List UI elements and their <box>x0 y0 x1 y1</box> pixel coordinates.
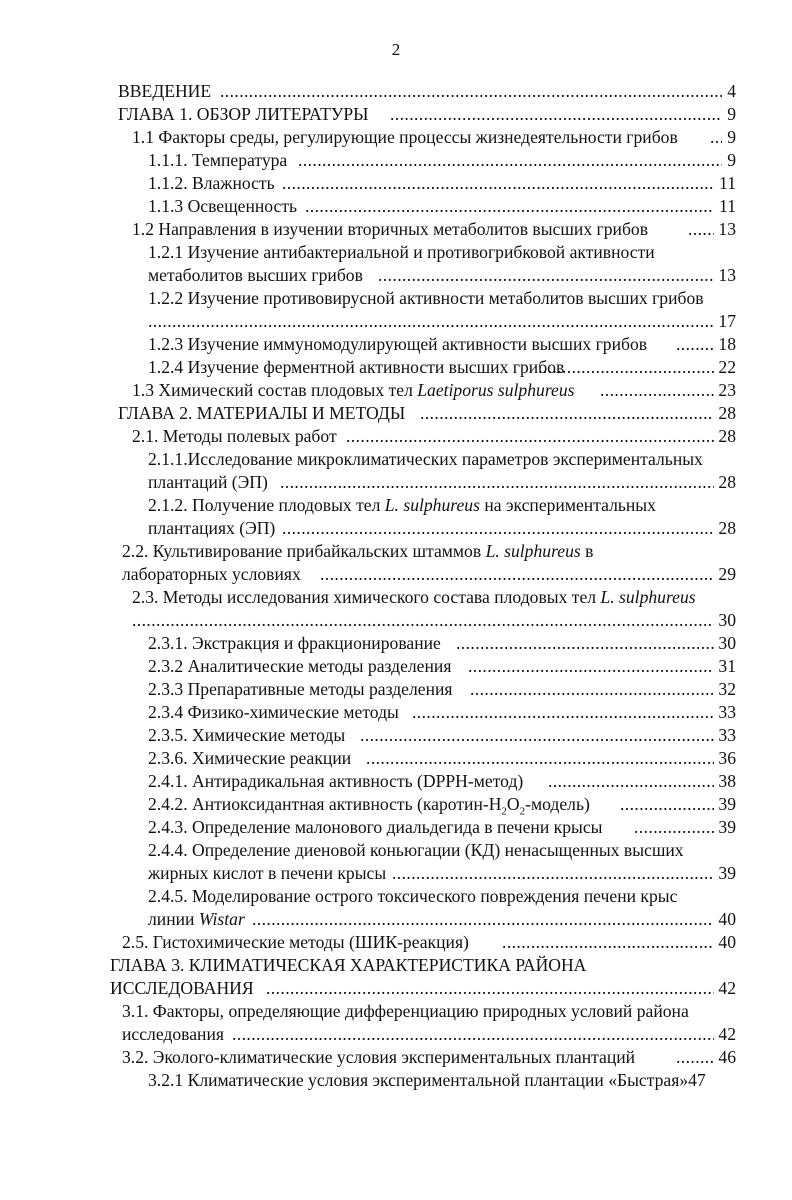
toc-entry-page: 30 <box>718 610 736 630</box>
toc-entry <box>0 1000 792 1022</box>
toc-entry-page: 9 <box>727 150 736 170</box>
toc-entry-page: 46 <box>718 1047 736 1067</box>
species-name: L. sulphureus <box>384 495 480 515</box>
subscript: 2 <box>501 805 507 818</box>
toc-leader <box>298 149 722 171</box>
toc-entry-title: 1.2 Направления в изучении вторичных метаболитов высших грибов <box>132 219 648 239</box>
toc-entry <box>0 724 792 746</box>
toc-entry-title-text: 3.2.1 Климатические условия экспериментальной плантации «Быстрая» <box>148 1070 689 1090</box>
toc-leader <box>676 333 714 355</box>
toc-entry-title: 1.1.2. Влажность <box>148 173 275 193</box>
toc-leader <box>392 862 714 884</box>
toc-entry <box>0 218 792 240</box>
toc-entry-title: ВВЕДЕНИЕ <box>118 81 212 101</box>
toc-entry-page: 28 <box>718 403 736 423</box>
toc-entry-title: 2.4.1. Антирадикальная активность (DPPH-метод) <box>148 771 524 791</box>
toc-entry-page: 38 <box>718 771 736 791</box>
toc-entry <box>0 402 792 424</box>
toc-entry <box>0 816 792 838</box>
toc-leader <box>366 747 714 769</box>
toc-leader <box>132 609 714 631</box>
toc-leader <box>502 931 714 953</box>
toc-entry-title <box>148 494 656 516</box>
toc-leader <box>282 517 714 539</box>
toc-entry-page: 39 <box>718 794 736 814</box>
species-name: Laetiporus sulphureus <box>417 380 575 400</box>
toc-entry-title: 2.4.5. Моделирование острого токсического повреждения печени крыс <box>148 886 678 906</box>
toc-entry-page: 42 <box>718 978 736 998</box>
toc-entry-page: 13 <box>718 265 736 285</box>
toc-entry-title: ГЛАВА 2. МАТЕРИАЛЫ И МЕТОДЫ <box>118 403 406 423</box>
toc-entry-title <box>132 379 574 401</box>
toc-entry-page: 33 <box>718 702 736 722</box>
species-name: L. sulphureus <box>600 587 696 607</box>
toc-entry <box>0 494 792 516</box>
toc-entry <box>0 356 792 378</box>
toc-leader <box>282 172 714 194</box>
toc-entry <box>0 701 792 723</box>
toc-entry-title-text: 2.4.2. Антиоксидантная активность (каротин-H <box>148 794 502 814</box>
toc-entry <box>0 149 792 171</box>
toc-entry-page: 9 <box>727 127 736 147</box>
toc-entry-continued <box>0 517 792 539</box>
toc-entry <box>0 770 792 792</box>
strain-name: Wistar <box>198 909 245 929</box>
toc-entry-continued <box>0 563 792 585</box>
toc-entry-continued <box>0 1023 792 1045</box>
toc-entry <box>0 172 792 194</box>
toc-leader <box>468 655 714 677</box>
toc-entry-page: 9 <box>727 104 736 124</box>
toc-leader <box>456 632 714 654</box>
subscript: 2 <box>519 805 526 818</box>
toc-leader <box>548 770 714 792</box>
toc-leader <box>620 793 714 815</box>
toc-entry <box>0 885 792 907</box>
toc-entry <box>0 747 792 769</box>
toc-entry-page: 30 <box>718 633 736 653</box>
toc-entry-title: плантаций (ЭП) <box>148 472 268 492</box>
toc-entry <box>0 287 792 309</box>
toc-entry-title: лабораторных условиях <box>122 564 301 584</box>
toc-entry-continued <box>0 471 792 493</box>
toc-leader <box>710 126 722 148</box>
toc-entry-title: 1.1.3 Освещенность <box>148 196 298 216</box>
toc-entry-title: ИССЛЕДОВАНИЯ <box>110 978 254 998</box>
toc-entry-title: 1.2.3 Изучение иммуномодулирующей активности высших грибов <box>148 334 648 354</box>
toc-entry-page: 4 <box>727 81 736 101</box>
toc-entry-page: 29 <box>718 564 736 584</box>
toc-leader <box>346 425 714 447</box>
toc-entry-page: 13 <box>718 219 736 239</box>
toc-entry-page: 11 <box>719 173 736 193</box>
toc-entry <box>0 1069 792 1091</box>
toc-entry-title: 2.5. Гистохимические методы (ШИК-реакция) <box>122 932 469 952</box>
toc-entry-title: 2.4.3. Определение малонового диальдегида в печени крысы <box>148 817 603 837</box>
toc-entry-title: 1.2.1 Изучение антибактериальной и противогрибковой активности <box>148 242 655 262</box>
toc-entry-title: 1.1 Факторы среды, регулирующие процессы жизнедеятельности грибов <box>132 127 678 147</box>
toc-entry <box>0 241 792 263</box>
toc-leader <box>634 816 714 838</box>
toc-entry-title: 2.3.5. Химические методы <box>148 725 346 745</box>
toc-entry-title: 3.1. Факторы, определяющие дифференциацию природных условий района <box>122 1001 689 1021</box>
toc-entry-title-text: 2.3. Методы исследования химического состава плодовых тел <box>132 587 601 607</box>
toc-entry-page: 11 <box>719 196 736 216</box>
toc-entry-title: 2.3.3 Препаративные методы разделения <box>148 679 453 699</box>
toc-entry <box>0 793 792 818</box>
toc-entry-title-text: на экспериментальных <box>479 495 656 515</box>
toc-entry-title: жирных кислот в печени крысы <box>148 863 387 883</box>
toc-entry-title: 1.1.1. Температура <box>148 150 288 170</box>
toc-entry <box>0 80 792 102</box>
toc-entry-page: 28 <box>718 426 736 446</box>
toc-entry-title-text: 2.2. Культивирование прибайкальских штаммов <box>122 541 486 561</box>
toc-entry-title: метаболитов высших грибов <box>148 265 363 285</box>
toc-entry-page: 36 <box>718 748 736 768</box>
toc-entry-page: 40 <box>718 932 736 952</box>
toc-entry-page: 39 <box>718 863 736 883</box>
toc-leader <box>232 1023 714 1045</box>
toc-entry-continued <box>0 264 792 286</box>
toc-entry <box>0 678 792 700</box>
toc-entry-title: плантациях (ЭП) <box>148 518 276 538</box>
toc-entry-continued <box>0 609 792 631</box>
toc-leader <box>600 379 714 401</box>
page-number: 2 <box>391 40 401 59</box>
toc-entry-title: 1.2.2 Изучение противовирусной активности метаболитов высших грибов <box>148 288 704 308</box>
toc-entry-page: 18 <box>718 334 736 354</box>
toc-entry-title <box>132 586 696 608</box>
toc-entry-page: 42 <box>718 1024 736 1044</box>
toc-leader <box>676 1046 714 1068</box>
toc-entry-page: 31 <box>718 656 736 676</box>
toc-entry <box>0 195 792 217</box>
toc-leader <box>305 195 714 217</box>
toc-entry <box>0 586 792 608</box>
toc-entry-continued <box>0 908 792 930</box>
toc-entry <box>0 540 792 562</box>
toc-entry <box>0 954 792 976</box>
toc-entry-page: 39 <box>718 817 736 837</box>
toc-entry-title-text: в <box>580 541 594 561</box>
toc-entry-title <box>148 1069 706 1091</box>
toc-leader <box>470 678 714 700</box>
toc-entry-title-text: -модель) <box>525 794 590 814</box>
toc-entry <box>0 448 792 470</box>
toc-entry-title: 2.1.1.Исследование микроклиматических параметров экспериментальных <box>148 449 703 469</box>
toc-entry-page: 47 <box>688 1070 706 1090</box>
toc-entry-title: ГЛАВА 3. КЛИМАТИЧЕСКАЯ ХАРАКТЕРИСТИКА РАЙОНА <box>110 955 587 975</box>
toc-entry <box>0 103 792 125</box>
toc-entry <box>0 425 792 447</box>
toc-entry-page: 22 <box>718 357 736 377</box>
toc-entry-title: ГЛАВА 1. ОБЗОР ЛИТЕРАТУРЫ <box>118 104 369 124</box>
toc-entry <box>0 839 792 861</box>
toc-entry <box>0 655 792 677</box>
toc-entry-page: 23 <box>718 380 736 400</box>
toc-entry-title: 2.4.4. Определение диеновой коньюгации (КД) ненасыщенных высших <box>148 840 684 860</box>
toc-entry <box>0 1046 792 1068</box>
toc-leader <box>252 908 714 930</box>
toc-entry-continued <box>0 310 792 332</box>
toc-entry-title <box>122 540 593 562</box>
toc-leader <box>390 103 722 125</box>
toc-entry-title: 1.2.4 Изучение ферментной активности высших грибов <box>148 357 565 377</box>
toc-leader <box>266 977 714 999</box>
toc-entry-title-text: 1.3 Химический состав плодовых тел <box>132 380 418 400</box>
toc-entry-title-text: O <box>506 794 520 814</box>
toc-entry-title: 2.3.1. Экстракция и фракционирование <box>148 633 441 653</box>
toc-entry <box>0 333 792 355</box>
toc-leader <box>280 471 714 493</box>
toc-leader <box>320 563 714 585</box>
toc-entry-title: 2.3.2 Аналитические методы разделения <box>148 656 452 676</box>
toc-entry <box>0 379 792 401</box>
toc-entry-continued <box>0 862 792 884</box>
toc-leader <box>378 264 714 286</box>
toc-leader <box>412 701 714 723</box>
toc-entry-page: 33 <box>718 725 736 745</box>
toc-leader <box>360 724 714 746</box>
toc-entry-title: 3.2. Эколого-климатические условия экспериментальных плантаций <box>122 1047 636 1067</box>
toc-entry-page: 28 <box>718 518 736 538</box>
toc-entry-title <box>148 908 245 930</box>
toc-leader <box>538 356 714 378</box>
toc-entry-title: 2.3.4 Физико-химические методы <box>148 702 399 722</box>
toc-entry-page: 40 <box>718 909 736 929</box>
toc-entry <box>0 931 792 953</box>
toc-entry-title: 2.3.6. Химические реакции <box>148 748 352 768</box>
toc-leader <box>420 402 714 424</box>
toc-entry <box>0 126 792 148</box>
toc-entry-title: 2.1. Методы полевых работ <box>132 426 337 446</box>
toc-leader <box>220 80 722 102</box>
toc-entry-continued <box>0 977 792 999</box>
toc-entry-page: 28 <box>718 472 736 492</box>
species-name: L. sulphureus <box>485 541 581 561</box>
toc-leader <box>148 310 714 332</box>
toc-leader <box>688 218 714 240</box>
toc-entry-page: 32 <box>718 679 736 699</box>
toc-entry <box>0 632 792 654</box>
toc-entry-title: исследования <box>122 1024 224 1044</box>
toc-entry-title-text: линии <box>148 909 199 929</box>
toc-entry-title-text: 2.1.2. Получение плодовых тел <box>148 495 385 515</box>
toc-entry-page: 17 <box>718 311 736 331</box>
